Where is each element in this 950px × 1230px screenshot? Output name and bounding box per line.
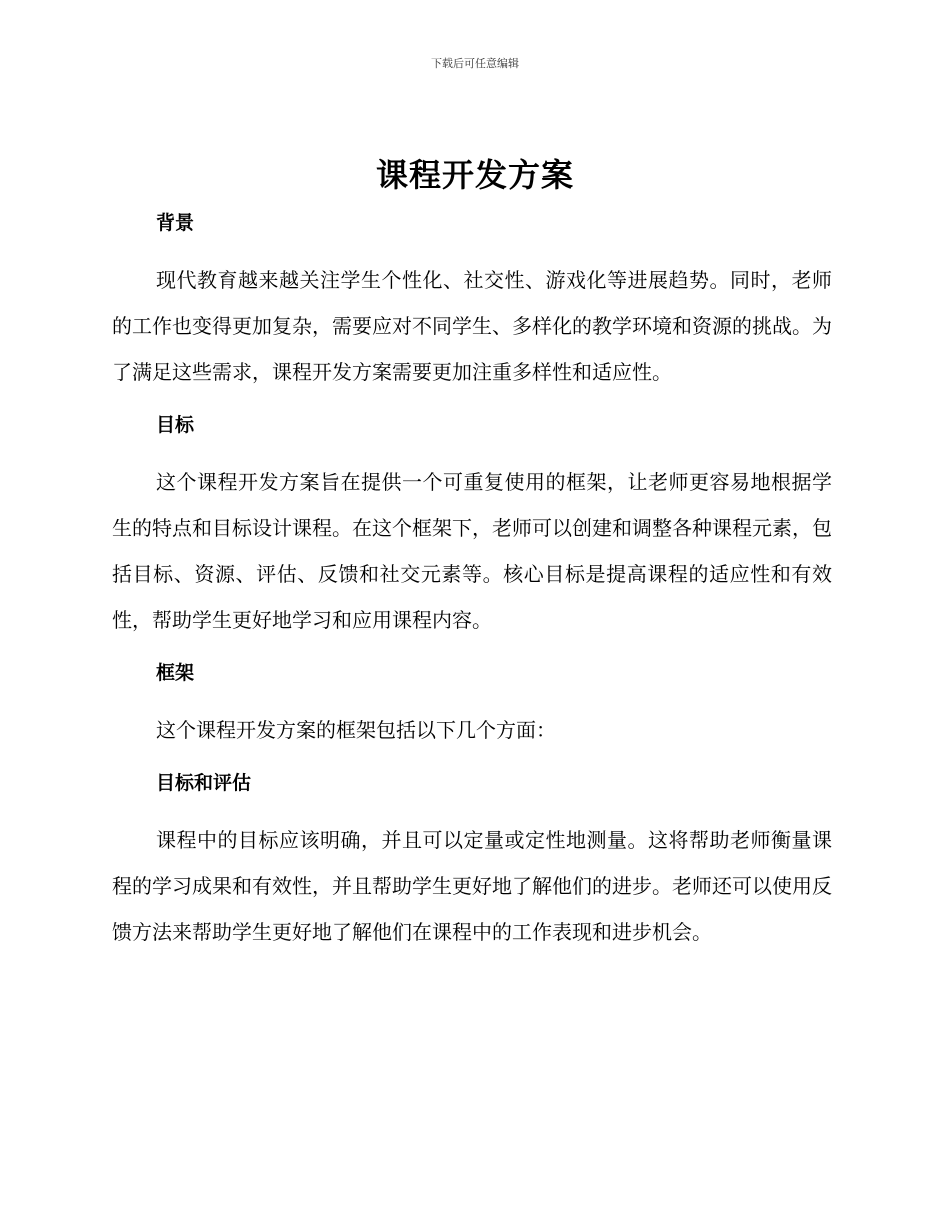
section-paragraph: 这个课程开发方案旨在提供一个可重复使用的框架，让老师更容易地根据学生的特点和目标设计课程。在这个框架下，老师可以创建和调整各种课程元素，包括目标、资源、评估、反馈和社交元素等。核心目标是提高课程的适应性和有效性，帮助学生更好地学习和应用课程内容。 — [112, 470, 832, 632]
section-heading: 目标和评估 — [156, 772, 252, 794]
section-paragraph: 这个课程开发方案的框架包括以下几个方面： — [156, 718, 556, 742]
section-heading: 框架 — [156, 662, 195, 684]
section-background — [112, 205, 832, 407]
section-heading: 背景 — [156, 212, 195, 234]
section-paragraph: 课程中的目标应该明确，并且可以定量或定性地测量。这将帮助老师衡量课程的学习成果和有效性，并且帮助学生更好地了解他们的进步。老师还可以使用反馈方法来帮助学生更好地了解他们在课程中的工作表现和进步机会。 — [112, 828, 832, 944]
header-note: 下载后可任意编辑 — [431, 57, 519, 70]
document-title: 课程开发方案 — [375, 156, 574, 194]
section-heading: 目标 — [156, 414, 195, 436]
section-framework — [112, 655, 832, 765]
section-goals — [112, 407, 832, 655]
section-goals-and-assessment — [112, 765, 832, 955]
document-body — [112, 205, 832, 955]
section-paragraph: 现代教育越来越关注学生个性化、社交性、游戏化等进展趋势。同时，老师的工作也变得更加复杂，需要应对不同学生、多样化的教学环境和资源的挑战。为了满足这些需求，课程开发方案需要更加注重多样性和适应性。 — [112, 268, 832, 384]
